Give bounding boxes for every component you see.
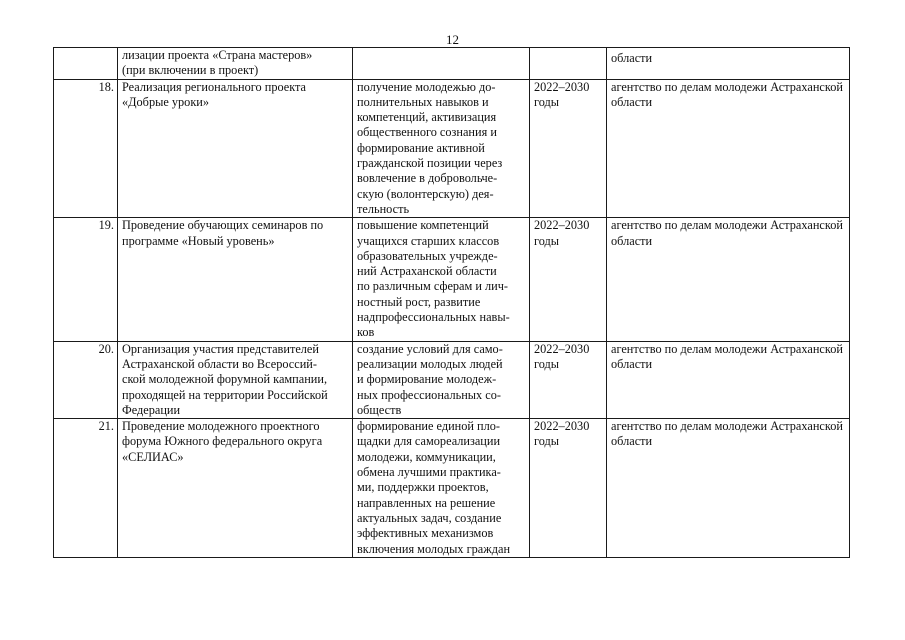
cell-executor: агентство по делам молодежи Астраханской области: [607, 218, 850, 341]
cell-event: Организация участия представителей Астраханской области во Всероссий- ской молодежной форумной кампании, проходящей на территории Российской Федерации: [118, 341, 353, 418]
table-row-continuation: [54, 48, 850, 80]
table-row-21: [54, 419, 850, 558]
page-number: 12: [446, 32, 459, 47]
cell-executor: агентство по делам молодежи Астраханской области: [607, 79, 850, 218]
table-row-18: [54, 79, 850, 218]
table-row-20: [54, 341, 850, 418]
cell-result: создание условий для само- реализации молодых людей и формирование молодеж- ных профессиональных со- обществ: [353, 341, 530, 418]
table-row-19: [54, 218, 850, 341]
cell-number: 19.: [54, 218, 118, 341]
cell-number: 18.: [54, 79, 118, 218]
cell-term: 2022–2030 годы: [530, 218, 607, 341]
cell-term: 2022–2030 годы: [530, 419, 607, 558]
cell-term: 2022–2030 годы: [530, 341, 607, 418]
cell-executor: области: [607, 48, 850, 80]
cell-executor: агентство по делам молодежи Астраханской области: [607, 419, 850, 558]
activities-table: [53, 47, 850, 558]
cell-executor: агентство по делам молодежи Астраханской области: [607, 341, 850, 418]
cell-event: Проведение обучающих семинаров по программе «Новый уровень»: [118, 218, 353, 341]
cell-event: Реализация регионального проекта «Добрые уроки»: [118, 79, 353, 218]
cell-number: [54, 48, 118, 80]
cell-event: Проведение молодежного проектного форума Южного федерального округа «СЕЛИАС»: [118, 419, 353, 558]
cell-result: формирование единой пло- щадки для самореализации молодежи, коммуникации, обмена лучшими практика- ми, поддержки проектов, направленных на решение актуальных задач, создание эффективных механизмов включения молодых граждан: [353, 419, 530, 558]
cell-result: [353, 48, 530, 80]
cell-term: 2022–2030 годы: [530, 79, 607, 218]
cell-result: получение молодежью до- полнительных навыков и компетенций, активизация общественного сознания и формирование активной гражданской позиции через вовлечение в добровольче- скую (волонтерскую) дея- тельность: [353, 79, 530, 218]
cell-result: повышение компетенций учащихся старших классов образовательных учрежде- ний Астраханской области по различным сферам и лич- ностный рост, развитие надпрофессиональных навы- ков: [353, 218, 530, 341]
cell-number: 21.: [54, 419, 118, 558]
cell-event: лизации проекта «Страна мастеров» (при включении в проект): [118, 48, 353, 80]
cell-term: [530, 48, 607, 80]
cell-number: 20.: [54, 341, 118, 418]
